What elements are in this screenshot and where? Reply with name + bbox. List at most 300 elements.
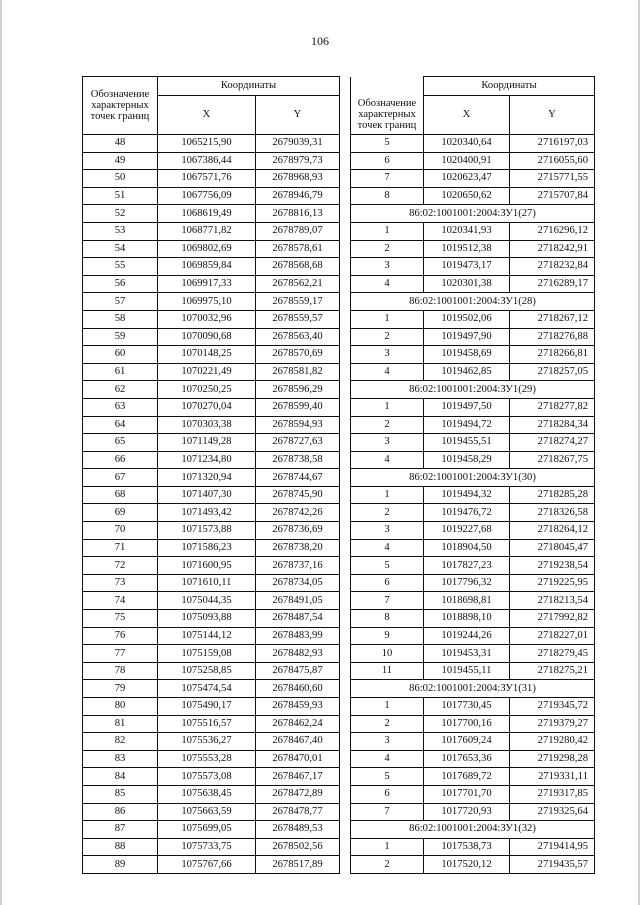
left-point-number: 68 [83,486,158,504]
table-row [83,152,595,170]
right-y-value: 2718284,34 [510,416,595,434]
left-y-value: 2678559,57 [256,310,340,328]
right-x-value: 1017701,70 [424,785,510,803]
left-y-value: 2678737,16 [256,557,340,575]
left-y-value: 2678562,21 [256,275,340,293]
column-gap [340,451,351,469]
right-y-value: 2718267,12 [510,310,595,328]
table-row [83,346,595,364]
right-x-value: 1017730,45 [424,698,510,716]
column-gap [340,715,351,733]
left-y-value: 2678594,93 [256,416,340,434]
right-y-value: 2716055,60 [510,152,595,170]
right-point-number: 1 [351,398,424,416]
column-gap [340,592,351,610]
left-y-header: Y [256,96,340,135]
right-x-value: 1017700,16 [424,715,510,733]
right-y-value: 2718257,05 [510,363,595,381]
right-x-value: 1019473,17 [424,258,510,276]
right-point-number: 1 [351,222,424,240]
right-y-value: 2718266,81 [510,346,595,364]
table-row [83,170,595,188]
right-y-value: 2715707,84 [510,187,595,205]
right-x-value: 1019497,90 [424,328,510,346]
left-y-value: 2678470,01 [256,750,340,768]
left-y-value: 2678482,93 [256,645,340,663]
right-x-value: 1020650,62 [424,187,510,205]
right-point-number: 1 [351,486,424,504]
left-x-value: 1070270,04 [158,398,256,416]
left-y-value: 2678563,40 [256,328,340,346]
right-x-value: 1019244,26 [424,627,510,645]
left-y-value: 2678472,89 [256,785,340,803]
right-x-value: 1020623,47 [424,170,510,188]
right-x-value: 1017720,93 [424,803,510,821]
left-y-value: 2678738,58 [256,451,340,469]
right-y-value: 2719280,42 [510,733,595,751]
left-x-value: 1069975,10 [158,293,256,311]
right-point-number: 2 [351,328,424,346]
right-point-number: 6 [351,785,424,803]
scan-edge-left [0,0,2,905]
left-point-number: 85 [83,785,158,803]
left-x-value: 1067756,09 [158,187,256,205]
left-x-value: 1071586,23 [158,539,256,557]
left-x-value: 1070250,25 [158,381,256,399]
left-y-value: 2678816,13 [256,205,340,223]
column-gap [340,381,351,399]
table-row [83,469,595,487]
left-x-value: 1075699,05 [158,821,256,839]
right-point-number: 2 [351,416,424,434]
table-row [83,733,595,751]
left-y-value: 2678491,05 [256,592,340,610]
left-point-number: 64 [83,416,158,434]
right-y-value: 2718285,28 [510,486,595,504]
column-gap [340,258,351,276]
right-y-value: 2718267,75 [510,451,595,469]
left-point-number: 66 [83,451,158,469]
left-point-number: 86 [83,803,158,821]
left-point-number: 89 [83,856,158,874]
left-y-value: 2678789,07 [256,222,340,240]
left-x-value: 1075159,08 [158,645,256,663]
table-row [83,275,595,293]
parcel-section-label: 86:02:1001001:2004:ЗУ1(27) [351,205,595,223]
left-point-number: 78 [83,662,158,680]
left-point-number: 83 [83,750,158,768]
right-y-value: 2719345,72 [510,698,595,716]
right-designation-header: Обозначение характерных точек границ [351,96,424,135]
column-gap [340,363,351,381]
left-y-value: 2678578,61 [256,240,340,258]
right-y-value: 2719238,54 [510,557,595,575]
left-point-number: 81 [83,715,158,733]
table-row [83,187,595,205]
table-row [83,293,595,311]
column-gap [340,733,351,751]
left-point-number: 53 [83,222,158,240]
column-gap [340,838,351,856]
left-y-value: 2678502,56 [256,838,340,856]
right-x-value: 1020341,93 [424,222,510,240]
left-y-value: 2678599,40 [256,398,340,416]
column-gap [340,821,351,839]
left-point-number: 77 [83,645,158,663]
table-row [83,662,595,680]
table-row [83,451,595,469]
right-y-value: 2718232,84 [510,258,595,276]
left-x-value: 1075474,54 [158,680,256,698]
right-point-number: 7 [351,592,424,610]
left-y-value: 2678483,99 [256,627,340,645]
left-x-value: 1069859,84 [158,258,256,276]
column-gap [340,662,351,680]
column-gap [340,222,351,240]
left-point-number: 54 [83,240,158,258]
left-point-number: 67 [83,469,158,487]
left-x-value: 1070221,49 [158,363,256,381]
right-point-number: 4 [351,275,424,293]
right-x-header: X [424,96,510,135]
right-point-number: 4 [351,451,424,469]
parcel-section-label: 86:02:1001001:2004:ЗУ1(32) [351,821,595,839]
table-row [83,592,595,610]
left-point-number: 62 [83,381,158,399]
table-row [83,698,595,716]
left-point-number: 65 [83,434,158,452]
left-x-value: 1075733,75 [158,838,256,856]
column-gap [340,346,351,364]
left-x-value: 1070303,38 [158,416,256,434]
left-point-number: 75 [83,610,158,628]
left-point-number: 48 [83,135,158,153]
left-y-value: 2679039,31 [256,135,340,153]
left-y-value: 2678596,29 [256,381,340,399]
left-point-number: 87 [83,821,158,839]
left-point-number: 71 [83,539,158,557]
table-row [83,803,595,821]
left-x-value: 1075663,59 [158,803,256,821]
right-point-number: 10 [351,645,424,663]
right-point-number: 11 [351,662,424,680]
left-y-value: 2678979,73 [256,152,340,170]
table-row [83,715,595,733]
column-gap [340,680,351,698]
left-y-value: 2678467,17 [256,768,340,786]
right-point-number: 3 [351,346,424,364]
table-row [83,363,595,381]
right-point-number: 9 [351,627,424,645]
right-y-value: 2716197,03 [510,135,595,153]
left-point-number: 63 [83,398,158,416]
left-point-number: 58 [83,310,158,328]
left-x-value: 1070090,68 [158,328,256,346]
right-x-value: 1017653,36 [424,750,510,768]
table-body [83,135,595,874]
column-gap [340,557,351,575]
right-x-value: 1017609,24 [424,733,510,751]
left-y-value: 2678489,53 [256,821,340,839]
right-point-number: 8 [351,610,424,628]
right-point-number: 2 [351,240,424,258]
left-x-value: 1075093,88 [158,610,256,628]
left-x-value: 1075144,12 [158,627,256,645]
column-gap [340,645,351,663]
column-gap [340,135,351,153]
right-y-value: 2718326,58 [510,504,595,522]
left-x-value: 1071600,95 [158,557,256,575]
table-row [83,381,595,399]
right-x-value: 1020340,64 [424,135,510,153]
right-x-value: 1019455,51 [424,434,510,452]
column-gap [340,170,351,188]
right-y-value: 2718264,12 [510,522,595,540]
table-row [83,610,595,628]
right-y-value: 2717992,82 [510,610,595,628]
left-y-value: 2678559,17 [256,293,340,311]
left-x-value: 1075044,35 [158,592,256,610]
column-gap [340,698,351,716]
table-row [83,750,595,768]
left-x-value: 1075490,17 [158,698,256,716]
parcel-section-label: 86:02:1001001:2004:ЗУ1(29) [351,381,595,399]
left-y-value: 2678727,63 [256,434,340,452]
left-x-value: 1070148,25 [158,346,256,364]
parcel-section-label: 86:02:1001001:2004:ЗУ1(31) [351,680,595,698]
left-x-value: 1071320,94 [158,469,256,487]
left-y-value: 2678744,67 [256,469,340,487]
right-y-value: 2719317,85 [510,785,595,803]
right-x-value: 1020400,91 [424,152,510,170]
right-x-value: 1019455,11 [424,662,510,680]
table-row [83,838,595,856]
right-point-number: 3 [351,434,424,452]
coordinates-table-wrapper [82,76,595,874]
left-y-value: 2678475,87 [256,662,340,680]
left-point-number: 52 [83,205,158,223]
right-point-number: 5 [351,768,424,786]
right-y-value: 2718213,54 [510,592,595,610]
left-y-value: 2678487,54 [256,610,340,628]
column-gap [340,152,351,170]
left-point-number: 59 [83,328,158,346]
column-gap [340,77,351,96]
column-gap [340,522,351,540]
right-point-number: 8 [351,187,424,205]
right-coords-header: Координаты [424,77,595,96]
table-row [83,680,595,698]
table-row [83,398,595,416]
table-row [83,856,595,874]
table-row [83,240,595,258]
column-gap [340,486,351,504]
table-row [83,539,595,557]
column-gap [340,539,351,557]
column-gap [340,240,351,258]
table-row [83,328,595,346]
right-point-number: 6 [351,152,424,170]
left-y-value: 2678968,93 [256,170,340,188]
table-row [83,205,595,223]
right-point-number: 2 [351,856,424,874]
left-x-value: 1071149,28 [158,434,256,452]
table-row [83,574,595,592]
left-y-value: 2678742,26 [256,504,340,522]
left-point-number: 84 [83,768,158,786]
column-gap [340,275,351,293]
right-x-value: 1017689,72 [424,768,510,786]
table-row [83,434,595,452]
left-point-number: 57 [83,293,158,311]
right-designation-header-top [351,77,424,96]
table-row [83,522,595,540]
right-y-value: 2719331,11 [510,768,595,786]
left-point-number: 51 [83,187,158,205]
right-point-number: 4 [351,539,424,557]
column-gap [340,187,351,205]
right-y-value: 2715771,55 [510,170,595,188]
table-row [83,416,595,434]
left-x-value: 1075573,08 [158,768,256,786]
left-point-number: 60 [83,346,158,364]
column-gap [340,293,351,311]
right-y-value: 2718274,27 [510,434,595,452]
column-gap [340,803,351,821]
left-point-number: 74 [83,592,158,610]
left-x-value: 1075536,27 [158,733,256,751]
column-gap [340,610,351,628]
left-point-number: 61 [83,363,158,381]
column-gap [340,205,351,223]
column-gap [340,416,351,434]
right-x-value: 1018898,10 [424,610,510,628]
left-x-value: 1069802,69 [158,240,256,258]
right-x-value: 1018904,50 [424,539,510,557]
right-x-value: 1017520,12 [424,856,510,874]
column-gap [340,469,351,487]
right-x-value: 1019476,72 [424,504,510,522]
left-y-value: 2678738,20 [256,539,340,557]
right-point-number: 7 [351,170,424,188]
table-row [83,645,595,663]
right-point-number: 3 [351,522,424,540]
right-point-number: 1 [351,838,424,856]
left-point-number: 82 [83,733,158,751]
left-y-value: 2678568,68 [256,258,340,276]
column-gap [340,328,351,346]
right-y-value: 2719379,27 [510,715,595,733]
table-row [83,486,595,504]
column-gap [340,750,351,768]
right-x-value: 1019227,68 [424,522,510,540]
right-x-value: 1019462,85 [424,363,510,381]
left-x-value: 1071234,80 [158,451,256,469]
right-point-number: 6 [351,574,424,592]
left-point-number: 80 [83,698,158,716]
left-x-value: 1071407,30 [158,486,256,504]
right-x-value: 1019494,32 [424,486,510,504]
table-row [83,135,595,153]
left-point-number: 70 [83,522,158,540]
left-x-header: X [158,96,256,135]
right-point-number: 2 [351,504,424,522]
table-row [83,504,595,522]
right-point-number: 4 [351,750,424,768]
column-gap [340,856,351,874]
column-gap [340,785,351,803]
right-x-value: 1019497,50 [424,398,510,416]
table-row [83,768,595,786]
left-y-value: 2678467,40 [256,733,340,751]
right-y-value: 2718275,21 [510,662,595,680]
right-point-number: 1 [351,310,424,328]
table-row [83,557,595,575]
left-x-value: 1071493,42 [158,504,256,522]
left-y-value: 2678460,60 [256,680,340,698]
column-gap [340,398,351,416]
right-y-value: 2718276,88 [510,328,595,346]
left-point-number: 73 [83,574,158,592]
left-point-number: 49 [83,152,158,170]
right-x-value: 1019458,69 [424,346,510,364]
right-point-number: 1 [351,698,424,716]
right-point-number: 5 [351,557,424,575]
left-y-value: 2678478,77 [256,803,340,821]
right-x-value: 1019453,31 [424,645,510,663]
table-row [83,258,595,276]
left-x-value: 1067571,76 [158,170,256,188]
left-y-value: 2678459,93 [256,698,340,716]
left-y-value: 2678517,89 [256,856,340,874]
right-y-value: 2718045,47 [510,539,595,557]
left-y-value: 2678581,82 [256,363,340,381]
right-x-value: 1019512,38 [424,240,510,258]
right-y-value: 2718227,01 [510,627,595,645]
right-x-value: 1018698,81 [424,592,510,610]
left-y-value: 2678734,05 [256,574,340,592]
right-y-header: Y [510,96,595,135]
parcel-section-label: 86:02:1001001:2004:ЗУ1(28) [351,293,595,311]
left-point-number: 76 [83,627,158,645]
left-y-value: 2678736,69 [256,522,340,540]
table-row [83,310,595,328]
column-gap [340,768,351,786]
right-x-value: 1017796,32 [424,574,510,592]
right-y-value: 2719225,95 [510,574,595,592]
column-gap [340,504,351,522]
right-x-value: 1019494,72 [424,416,510,434]
right-y-value: 2718242,91 [510,240,595,258]
parcel-section-label: 86:02:1001001:2004:ЗУ1(30) [351,469,595,487]
left-point-number: 79 [83,680,158,698]
left-x-value: 1070032,96 [158,310,256,328]
right-point-number: 2 [351,715,424,733]
left-x-value: 1068771,82 [158,222,256,240]
column-gap [340,310,351,328]
left-x-value: 1071610,11 [158,574,256,592]
left-y-value: 2678946,79 [256,187,340,205]
right-y-value: 2718277,82 [510,398,595,416]
right-x-value: 1019458,29 [424,451,510,469]
left-x-value: 1065215,90 [158,135,256,153]
left-x-value: 1075553,28 [158,750,256,768]
right-point-number: 3 [351,733,424,751]
right-point-number: 5 [351,135,424,153]
right-x-value: 1019502,06 [424,310,510,328]
left-y-value: 2678745,90 [256,486,340,504]
column-gap [340,627,351,645]
